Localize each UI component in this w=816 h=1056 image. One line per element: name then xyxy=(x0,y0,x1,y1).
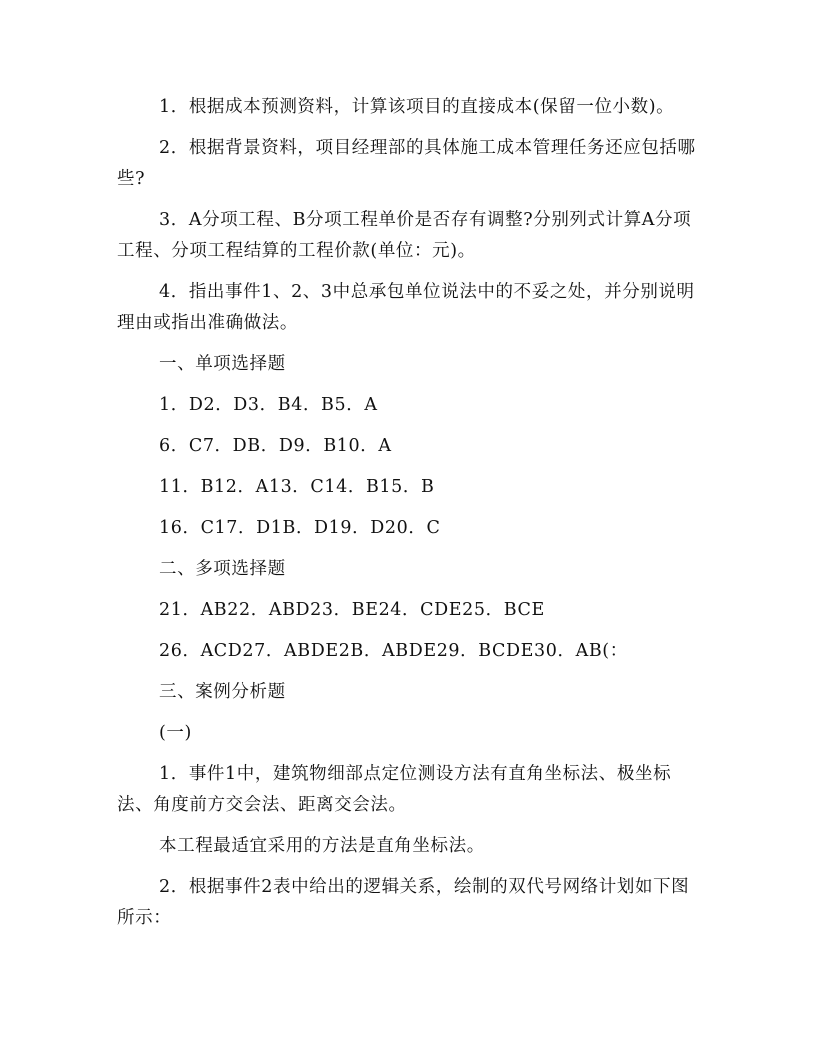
answers-11-15: 11．B12．A13．C14．B15．B xyxy=(159,477,435,497)
answers-16-20: 16．C17．D1B．D19．D20．C xyxy=(159,518,441,538)
section-heading-case-analysis: 三、案例分析题 xyxy=(159,682,286,702)
case-answer-2: 2．根据事件2表中给出的逻辑关系，绘制的双代号网络计划如下图所示： xyxy=(117,877,690,928)
case-answer-1: 1．事件1中，建筑物细部点定位测设方法有直角坐标法、极坐标法、角度前方交会法、距离交会法。 xyxy=(117,764,672,815)
section-heading-single-choice: 一、单项选择题 xyxy=(159,354,286,374)
question-3: 3．A分项工程、B分项工程单价是否存有调整?分别列式计算A分项工程、分项工程结算的工程价款(单位：元)。 xyxy=(117,210,692,261)
question-1: 1．根据成本预测资料，计算该项目的直接成本(保留一位小数)。 xyxy=(159,97,675,117)
answers-6-10: 6．C7．DB．D9．B10．A xyxy=(159,436,392,456)
section-heading-multiple-choice: 二、多项选择题 xyxy=(159,559,286,579)
question-4: 4．指出事件1、2、3中总承包单位说法中的不妥之处，并分别说明理由或指出准确做法。 xyxy=(117,282,695,333)
answers-1-5: 1．D2．D3．B4．B5．A xyxy=(159,395,378,415)
answers-26-30: 26．ACD27．ABDE2B．ABDE29．BCDE30．AB(： xyxy=(159,641,628,661)
case-answer-1-conclusion: 本工程最适宜采用的方法是直角坐标法。 xyxy=(159,836,485,856)
answers-21-25: 21．AB22．ABD23．BE24．CDE25．BCE xyxy=(159,600,545,620)
case-1-heading: (一) xyxy=(159,723,192,743)
document-body xyxy=(117,92,700,944)
question-2: 2．根据背景资料，项目经理部的具体施工成本管理任务还应包括哪些? xyxy=(117,138,696,189)
